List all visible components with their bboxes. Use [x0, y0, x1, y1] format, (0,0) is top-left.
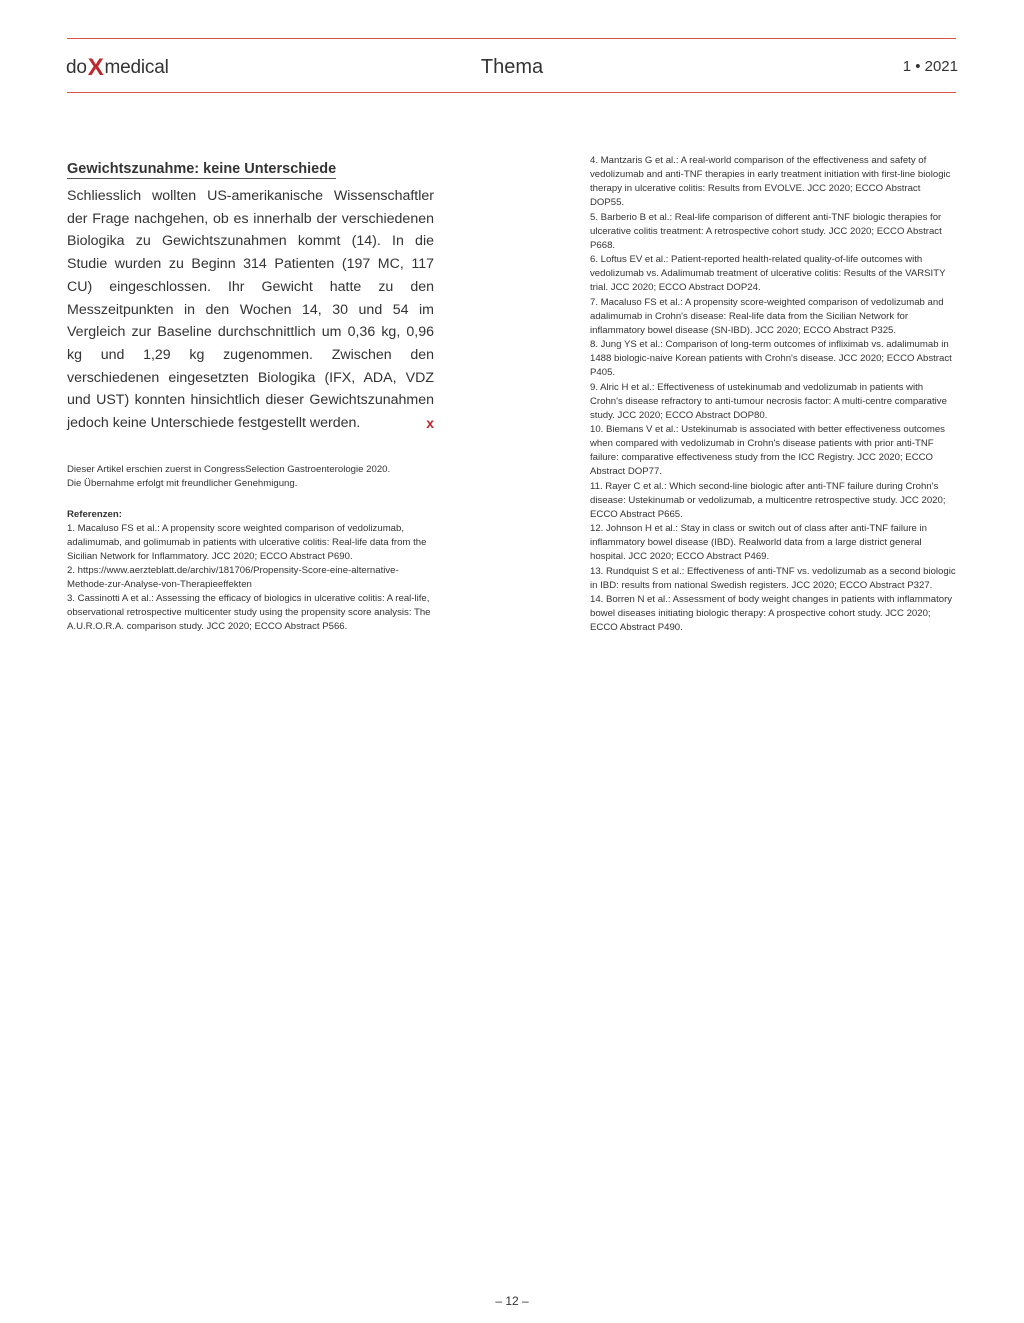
page-number: – 12 –: [495, 1294, 529, 1308]
republication-note: [67, 463, 434, 491]
reference-item: 12. Johnson H et al.: Stay in class or switch out of class after anti-TNF failure in inflammatory bowel disease (IBD). Realworld data from a large district general hospital. JCC 2020; ECCO Abstract P469.: [590, 523, 927, 563]
reference-item: 8. Jung YS et al.: Comparison of long-term outcomes of infliximab vs. adalimumab in 1488 biologic-naive Korean patients with Crohn's disease. JCC 2020; ECCO Abstract P405.: [590, 339, 952, 379]
reference-item: 9. Alric H et al.: Effectiveness of ustekinumab and vedolizumab in patients with Crohn's disease refractory to anti-tumour necrosis factor: A multi-centre comparative study. JCC 2020; ECCO Abstract DOP80.: [590, 381, 947, 421]
note-line-1: Dieser Artikel erschien zuerst in CongressSelection Gastroenterologie 2020.: [67, 463, 391, 475]
reference-item: 7. Macaluso FS et al.: A propensity score-weighted comparison of vedolizumab and adalimumab in Crohn's disease: Real-life data from the Sicilian Network for inflammatory bowel disease (SN-IBD). JCC 2020; ECCO Abstract P325.: [590, 296, 944, 336]
reference-item: 3. Cassinotti A et al.: Assessing the efficacy of biologics in ulcerative colitis: A real-life, observational retrospective multicenter study using the propensity score analysis: The A.U.R.O.R.A. comparison study. JCC 2020; ECCO Abstract P566.: [67, 593, 431, 633]
reference-item: 1. Macaluso FS et al.: A propensity score weighted comparison of vedolizumab, adalimumab, and golimumab in patients with ulcerative colitis: Real-life data from the Sicilian Network for Inflammatory. JCC 2020; ECCO Abstract P690.: [67, 522, 427, 562]
article-body: [67, 185, 434, 435]
header-top-rule: [67, 38, 956, 39]
doxmedical-logo: doXmedical: [66, 54, 169, 81]
references-heading: Referenzen:: [67, 508, 122, 520]
issue-number: 1 • 2021: [902, 58, 958, 75]
reference-item: 13. Rundquist S et al.: Effectiveness of anti-TNF vs. vedolizumab as a second biologic in IBD: results from national Swedish registers. JCC 2020; ECCO Abstract P327.: [590, 565, 956, 591]
reference-item: 4. Mantzaris G et al.: A real-world comparison of the effectiveness and safety of vedolizumab and anti-TNF therapies in early treatment initiation with first-line biologic therapy in ulcerative colitis: Results from EVOLVE. JCC 2020; ECCO Abstract DOP55.: [590, 155, 951, 209]
left-column: [67, 160, 434, 634]
article-body-text: Schliesslich wollten US-amerikanische Wissenschaftler der Frage nachgehen, ob es innerhalb der verschiedenen Biologika zu Gewichtszunahmen kommt (14). In die Studie wurden zu Beginn 314 Patienten (197 MC, 117 CU) eingeschlossen. Ihr Gewicht hatte zu den Messzeitpunkten in den Wochen 14, 30 und 54 im Vergleich zur Baseline durchschnittlich um 0,36 kg, 0,96 kg und 1,29 kg zugenommen. Zwischen den verschiedenen eingesetzten Biologika (IFX, ADA, VDZ und UST) konnten hinsichtlich dieser Gewichtszunahmen jedoch keine Unterschiede festgestellt werden.: [67, 188, 434, 432]
reference-item: 11. Rayer C et al.: Which second-line biologic after anti-TNF failure during Crohn's disease: Ustekinumab or vedolizumab, a multicentre retrospective study. JCC 2020; ECCO Abstract P665.: [590, 480, 946, 520]
note-line-2: Die Übernahme erfolgt mit freundlicher Genehmigung.: [67, 477, 298, 489]
references-list-left: [67, 522, 434, 635]
article-subheading: Gewichtszunahme: keine Unterschiede: [67, 161, 337, 177]
reference-item: 6. Loftus EV et al.: Patient-reported health-related quality-of-life outcomes with vedolizumab vs. Adalimumab treatment of ulcerative colitis: Results of the VARSITY trial. JCC 2020; ECCO Abstract DOP24.: [590, 254, 946, 294]
header-bottom-rule: [67, 92, 956, 93]
end-of-article-icon: x: [426, 415, 434, 432]
logo-x-mark: X: [87, 54, 104, 81]
reference-item: 5. Barberio B et al.: Real-life comparison of different anti-TNF biologic therapies for ulcerative colitis treatment: A retrospective cohort study. JCC 2020; ECCO Abstract P668.: [590, 211, 942, 251]
reference-item: 14. Borren N et al.: Assessment of body weight changes in patients with inflammatory bowel diseases initiating biologic therapy: A prospective cohort study. JCC 2020; ECCO Abstract P490.: [590, 593, 953, 634]
reference-item: 2. https://www.aerzteblatt.de/archiv/181706/Propensity-Score-eine-alternative-Methode-zur-Analyse-von-Therapieeffekten: [67, 565, 399, 591]
references-list-right: [590, 154, 957, 635]
section-title: Thema: [480, 56, 544, 78]
reference-item: 10. Biemans V et al.: Ustekinumab is associated with better effectiveness outcomes when compared with vedolizumab in Crohn's disease patients with prior anti-TNF failure: comparative effectiveness study from the ICC Registry. JCC 2020; ECCO Abstract DOP77.: [590, 423, 945, 478]
